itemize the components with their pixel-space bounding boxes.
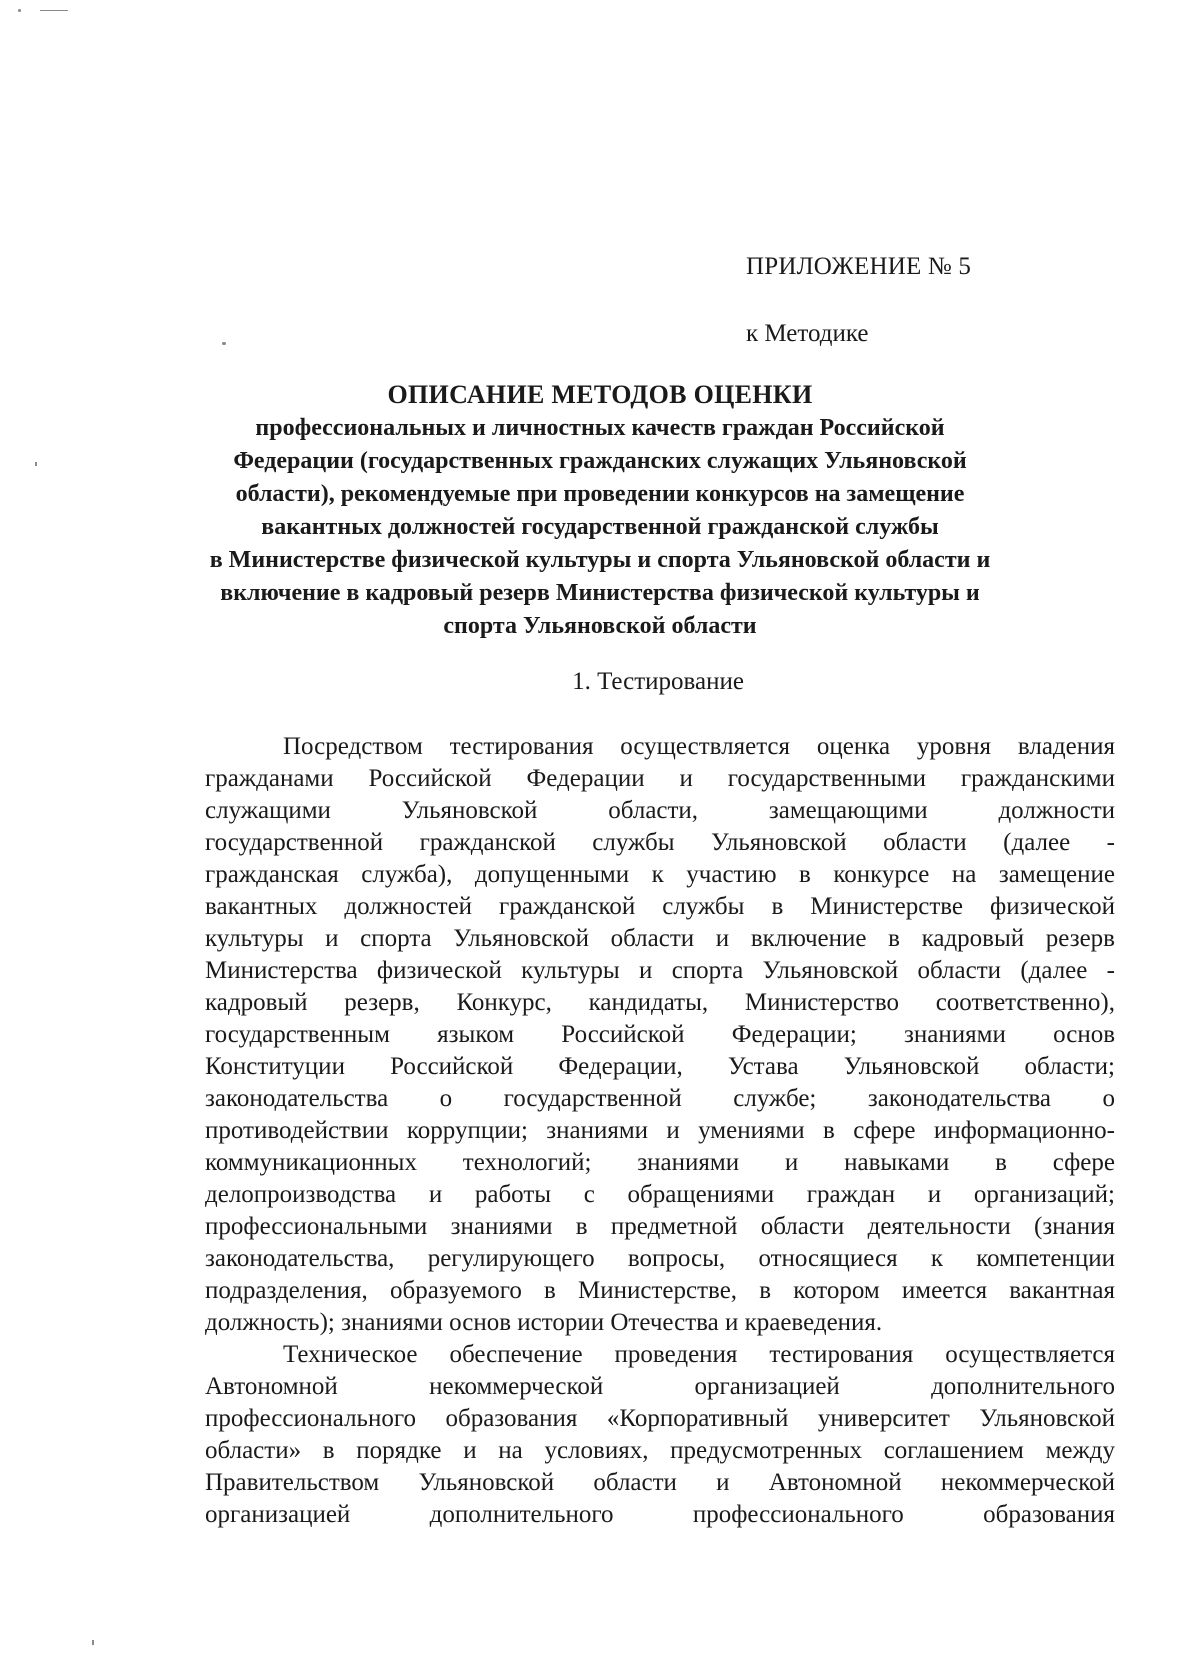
paragraph-line: коммуникационных технологий; знаниями и навыками в сфере [205,1149,1115,1176]
body-text [205,731,1115,1531]
paragraph-line: государственным языком Российской Федерации; знаниями основ [205,1021,1115,1048]
paragraph-line: гражданская служба), допущенными к участию в конкурсе на замещение [205,861,1115,888]
paragraph-line: профессиональными знаниями в предметной области деятельности (знания [205,1213,1115,1240]
paragraph-line: делопроизводства и работы с обращениями граждан и организаций; [205,1181,1115,1208]
appendix-label: ПРИЛОЖЕНИЕ № 5 [746,253,972,280]
scan-artifact [92,1640,94,1645]
paragraph-line: области» в порядке и на условиях, предусмотренных соглашением между [205,1437,1115,1464]
section-heading: 1. Тестирование [572,668,744,695]
title-subtitle-line: в Министерстве физической культуры и спорта Ульяновской области и [209,547,991,573]
paragraph-line: Министерства физической культуры и спорта Ульяновской области (далее - [205,957,1115,984]
appendix-reference: к Методике [746,320,869,347]
title-subtitle-line: профессиональных и личностных качеств граждан Российской [255,415,945,441]
paragraph [205,1339,1115,1531]
paragraph [205,731,1115,1339]
scan-artifact [18,9,21,12]
document-title [180,378,1020,643]
paragraph-line: Посредством тестирования осуществляется оценка уровня владения [283,733,1115,760]
paragraph-line: Правительством Ульяновской области и Автономной некоммерческой [205,1469,1115,1496]
paragraph-line: должность); знаниями основ истории Отечества и краеведения. [205,1309,883,1336]
title-subtitle-line: спорта Ульяновской области [443,613,757,639]
paragraph-line: гражданами Российской Федерации и государственными гражданскими [205,765,1115,792]
scan-artifact [35,462,37,466]
title-subtitle-line: Федерации (государственных гражданских служащих Ульяновской [233,448,967,474]
title-subtitle-line: вакантных должностей государственной гражданской службы [261,514,939,540]
paragraph-line: Техническое обеспечение проведения тестирования осуществляется [283,1341,1115,1368]
paragraph-line: законодательства о государственной службе; законодательства о [205,1085,1115,1112]
title-subtitle [180,412,1020,643]
paragraph-line: вакантных должностей гражданской службы в Министерстве физической [205,893,1115,920]
title-subtitle-line: включение в кадровый резерв Министерства физической культуры и [220,580,980,606]
paragraph-line: организацией дополнительного профессионального образования [205,1501,1115,1528]
paragraph-line: государственной гражданской службы Ульяновской области (далее - [205,829,1115,856]
paragraph-line: Конституции Российской Федерации, Устава Ульяновской области; [205,1053,1115,1080]
paragraph-line: кадровый резерв, Конкурс, кандидаты, Министерство соответственно), [205,989,1115,1016]
paragraph-line: законодательства, регулирующего вопросы, относящиеся к компетенции [205,1245,1115,1272]
scan-artifact [222,342,226,345]
paragraph-line: подразделения, образуемого в Министерстве, в котором имеется вакантная [205,1277,1115,1304]
paragraph-line: профессионального образования «Корпоративный университет Ульяновской [205,1405,1115,1432]
title-subtitle-line: области), рекомендуемые при проведении конкурсов на замещение [235,481,965,507]
paragraph-line: культуры и спорта Ульяновской области и включение в кадровый резерв [205,925,1115,952]
title-main: ОПИСАНИЕ МЕТОДОВ ОЦЕНКИ [387,380,813,409]
paragraph-line: Автономной некоммерческой организацией дополнительного [205,1373,1115,1400]
scan-artifact [40,10,68,11]
paragraph-line: противодействии коррупции; знаниями и умениями в сфере информационно- [205,1117,1115,1144]
paragraph-line: служащими Ульяновской области, замещающими должности [205,797,1115,824]
